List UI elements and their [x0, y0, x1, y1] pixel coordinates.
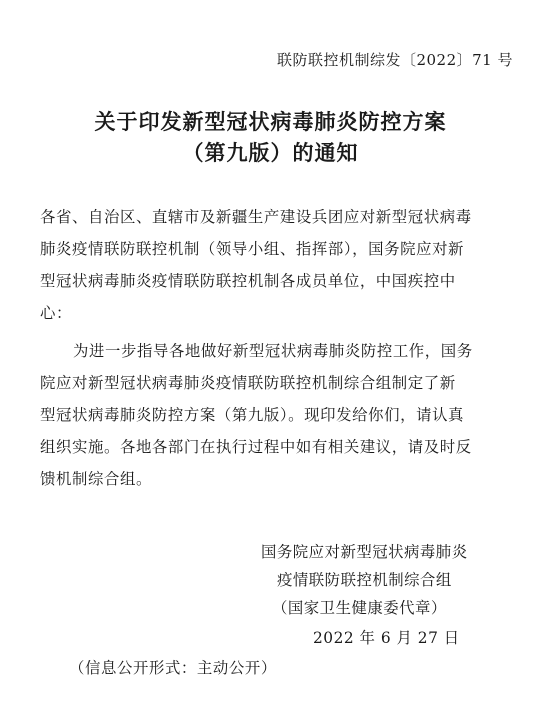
seal-note: （国家卫生健康委代章） — [272, 599, 447, 617]
body-line: 院应对新型冠状病毒肺炎疫情联防联控机制综合组制定了新 — [40, 374, 456, 392]
issuing-organization-line-2: 疫情联防联控机制综合组 — [277, 571, 452, 589]
addressee-line: 肺炎疫情联防联控机制（领导小组、指挥部），国务院应对新 — [40, 240, 465, 258]
disclosure-note: （信息公开形式：主动公开） — [69, 659, 277, 677]
issuing-organization-line-1: 国务院应对新型冠状病毒肺炎 — [261, 543, 468, 561]
title-line-1: 关于印发新型冠状病毒肺炎防控方案 — [94, 109, 447, 134]
body-line: 组织实施。各地各部门在执行过程中如有相关建议，请及时反 — [40, 438, 472, 456]
addressee-line: 心： — [40, 304, 72, 322]
document-number: 联防联控机制综发〔2022〕71 号 — [276, 51, 513, 69]
body-line: 为进一步指导各地做好新型冠状病毒肺炎防控工作，国务 — [73, 342, 473, 360]
body-line: 型冠状病毒肺炎防控方案（第九版）。现印发给你们，请认真 — [40, 406, 465, 424]
addressee-line: 各省、自治区、直辖市及新疆生产建设兵团应对新型冠状病毒 — [40, 208, 472, 226]
issue-date: 2022 年 6 月 27 日 — [313, 629, 460, 647]
title-line-2: （第九版）的通知 — [182, 140, 359, 165]
body-line: 馈机制综合组。 — [40, 470, 152, 488]
addressee-line: 型冠状病毒肺炎疫情联防联控机制各成员单位，中国疾控中 — [40, 272, 456, 290]
